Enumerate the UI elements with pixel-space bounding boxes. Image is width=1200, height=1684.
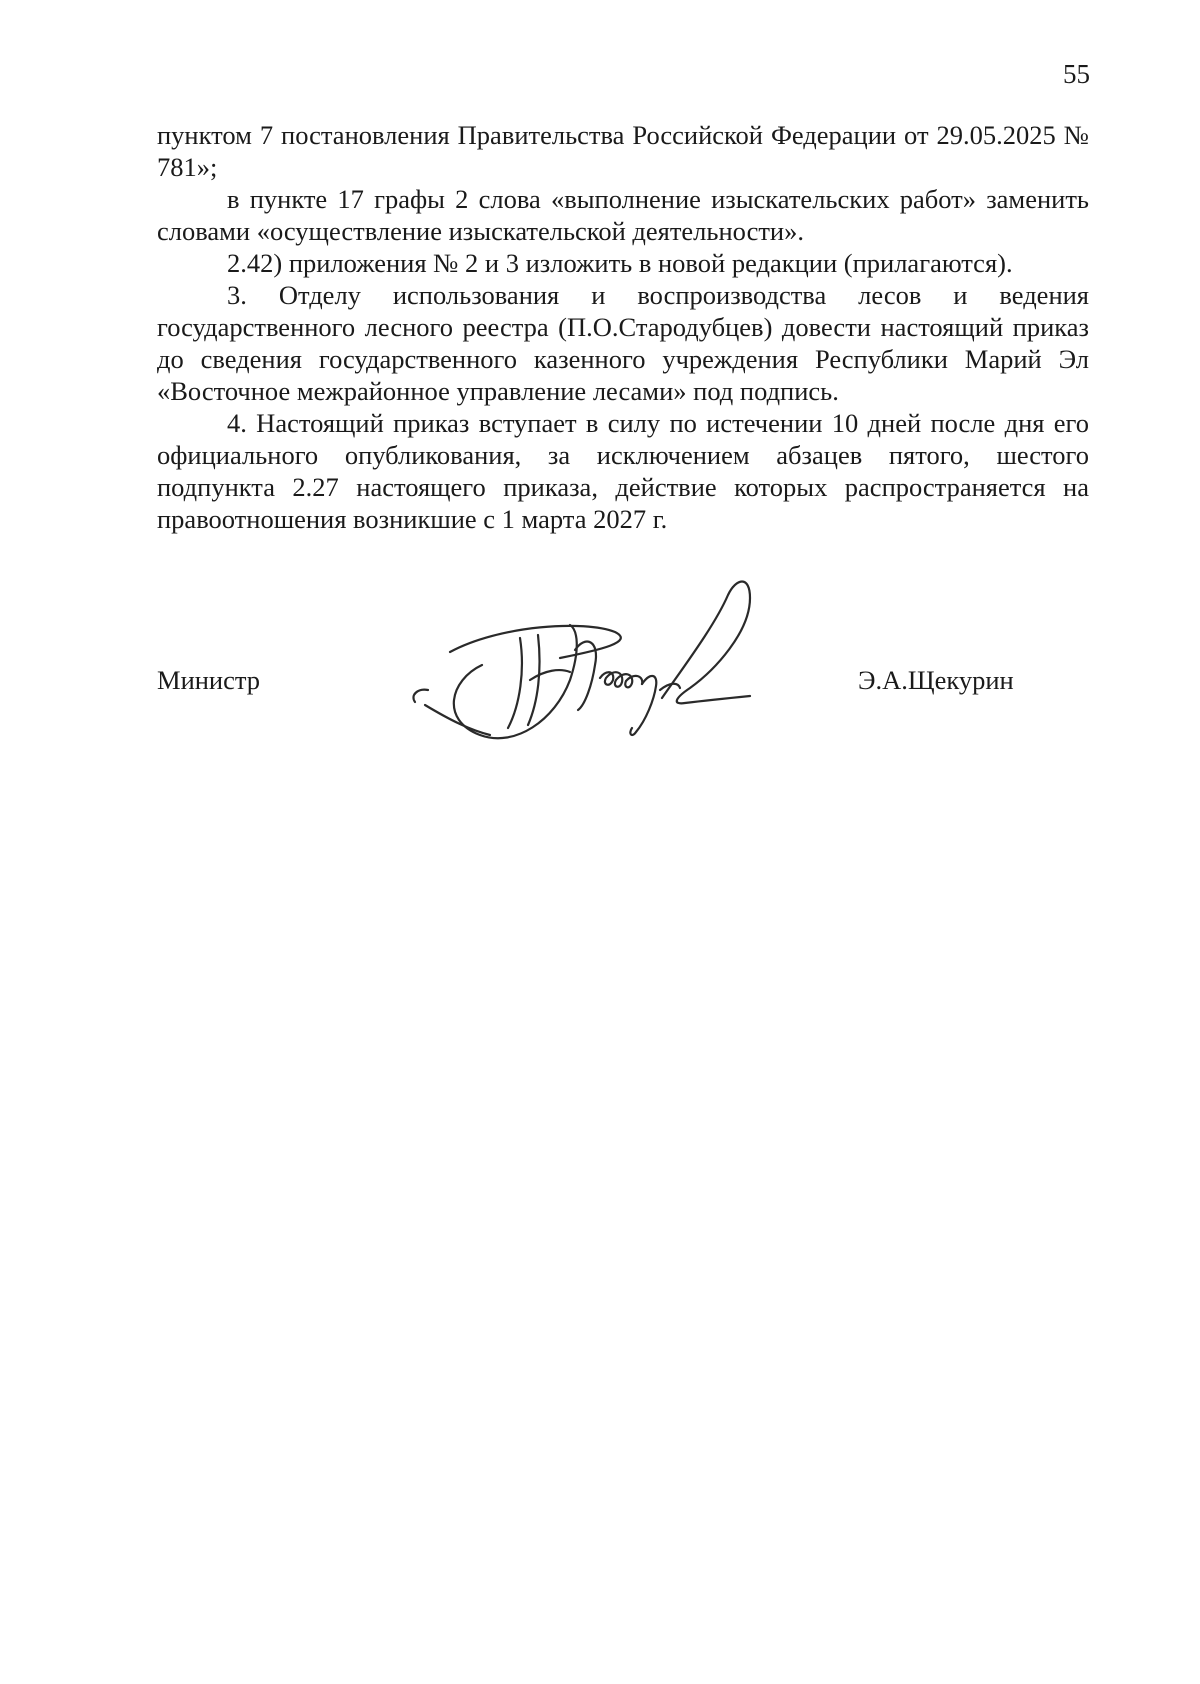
paragraph-item-2-42: 2.42) приложения № 2 и 3 изложить в новой редакции (прилагаются). — [227, 248, 1013, 278]
paragraph-continuation: пунктом 7 постановления Правительства Российской Федерации от 29.05.2025 № 781»; — [157, 120, 1089, 182]
paragraph-item-17: в пункте 17 графы 2 слова «выполнение изыскательских работ» заменить словами «осуществление изыскательской деятельности». — [157, 184, 1089, 246]
handwritten-signature-icon — [410, 570, 830, 760]
paragraph-item-3: 3. Отделу использования и воспроизводства лесов и ведения государственного лесного реестра (П.О.Стародубцев) довести настоящий приказ до сведения государственного казенного учреждения Республики Марий Эл «Восточное межрайонное управление лесами» под подпись. — [157, 280, 1089, 406]
signatory-name: Э.А.Щекурин — [858, 665, 1014, 695]
document-body — [157, 119, 1089, 535]
page-number: 55 — [1063, 59, 1090, 89]
paragraph-item-4: 4. Настоящий приказ вступает в силу по истечении 10 дней после дня его официального опубликования, за исключением абзацев пятого, шестого подпункта 2.27 настоящего приказа, действие которых распространяется на правоотношения возникшие с 1 марта 2027 г. — [157, 408, 1089, 534]
signatory-title: Министр — [157, 665, 261, 695]
